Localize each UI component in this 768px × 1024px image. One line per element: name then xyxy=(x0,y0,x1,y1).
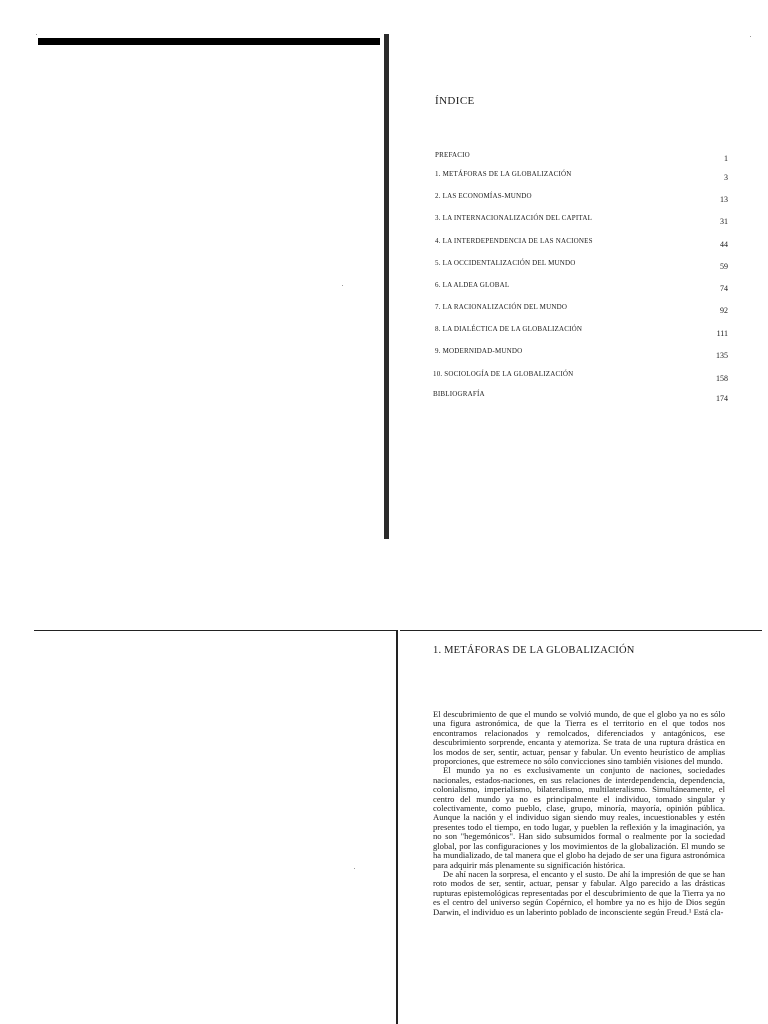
page-top-rule xyxy=(38,38,380,45)
index-entry xyxy=(398,259,728,271)
index-entry-page: 135 xyxy=(716,351,728,360)
index-entry-label: BIBLIOGRAFÍA xyxy=(433,390,485,398)
index-entry-label: 10. SOCIOLOGÍA DE LA GLOBALIZACIÓN xyxy=(433,370,574,378)
index-entry xyxy=(398,281,728,293)
index-entry-label: PREFACIO xyxy=(435,151,470,159)
chapter-paragraph-2: El mundo ya no es exclusivamente un conjunto de naciones, sociedades nacionales, estados-naciones, en sus relaciones de interdependencia, dependencia, colonialismo, imperialismo, bilateralismo, multilateralismo. Simultáneamente, el centro del mundo ya no es principalmente el individuo, tomado singular y colectivamente, como pueblo, clase, grupo, minoría, mayoría, opinión pública. Aunque la nación y el individuo sigan siendo muy reales, incuestionables y estén presentes todo el tiempo, en todo lugar, y pueblen la reflexión y la imaginación, ya no son "hegemónicos". Han sido subsumidos formal o realmente por la sociedad global, por las configuraciones y los movimientos de la globalización. El mundo se ha mundializado, de tal manera que el globo ha dejado de ser una figura astronómica para adquirir más plenamente su significación histórica. xyxy=(433,765,725,870)
index-title: ÍNDICE xyxy=(435,95,475,107)
index-entry xyxy=(398,347,728,359)
index-entry xyxy=(398,192,728,204)
index-entry-label: 9. MODERNIDAD-MUNDO xyxy=(435,347,523,355)
index-entry-page: 158 xyxy=(716,374,728,383)
chapter-paragraph-3: De ahí nacen la sorpresa, el encanto y el susto. De ahí la impresión de que se han roto modos de ser, sentir, actuar, pensar y fabular. Algo parecido a las drásticas rupturas epistemológicas representadas por el descubrimiento de que la Tierra ya no es el centro del universo según Copérnico, el hombre ya no es hijo de Dios según Darwin, el individuo es un laberinto poblado de inconsciente según Freud.¹ Está cla- xyxy=(433,868,725,917)
index-entry-page: 111 xyxy=(716,329,728,338)
index-entry xyxy=(398,390,728,402)
index-entry-label: 4. LA INTERDEPENDENCIA DE LAS NACIONES xyxy=(435,237,593,245)
index-entry-label: 6. LA ALDEA GLOBAL xyxy=(435,281,510,289)
page-top-rule-right xyxy=(400,630,762,631)
index-entry-page: 13 xyxy=(720,195,728,204)
scan-speck xyxy=(750,36,751,37)
index-entry-page: 92 xyxy=(720,306,728,315)
index-entry xyxy=(398,303,728,315)
index-entry-page: 74 xyxy=(720,284,728,293)
index-entry-page: 31 xyxy=(720,217,728,226)
index-page xyxy=(398,40,743,540)
chapter-page xyxy=(433,645,725,917)
index-entry-page: 59 xyxy=(720,262,728,271)
index-entry-label: 5. LA OCCIDENTALIZACIÓN DEL MUNDO xyxy=(435,259,576,267)
index-entry-label: 1. METÁFORAS DE LA GLOBALIZACIÓN xyxy=(435,170,572,178)
index-entry xyxy=(398,325,728,337)
index-entry xyxy=(398,170,728,182)
index-entry xyxy=(398,370,728,382)
index-entry-page: 44 xyxy=(720,240,728,249)
chapter-paragraph-1: El descubrimiento de que el mundo se volvió mundo, de que el globo ya no es sólo una figura astronómica, de que la Tierra es el territorio en el que todos nos encontramos relacionados y remolcados, diferenciados y antagónicos, ese descubrimiento sorprende, encanta y atemoriza. Se trata de una ruptura drástica en los modos de ser, sentir, actuar, pensar y fabular. Un evento heurístico de amplias proporciones, que estremece no sólo convicciones sino también visiones del mundo. xyxy=(433,709,725,767)
index-entry-label: 2. LAS ECONOMÍAS-MUNDO xyxy=(435,192,532,200)
index-entry xyxy=(398,214,728,226)
index-entry-page: 1 xyxy=(724,154,728,163)
index-entry xyxy=(398,237,728,249)
index-entry xyxy=(398,151,728,163)
index-entry-page: 174 xyxy=(716,394,728,403)
index-entry-label: 7. LA RACIONALIZACIÓN DEL MUNDO xyxy=(435,303,568,311)
page-top-rule-left xyxy=(34,630,396,631)
index-entry-label: 8. LA DIALÉCTICA DE LA GLOBALIZACIÓN xyxy=(435,325,583,333)
index-entry-label: 3. LA INTERNACIONALIZACIÓN DEL CAPITAL xyxy=(435,214,593,222)
book-spine-top xyxy=(384,34,389,539)
scan-speck xyxy=(354,868,355,869)
chapter-title: 1. METÁFORAS DE LA GLOBALIZACIÓN xyxy=(433,645,635,656)
scan-speck xyxy=(36,34,37,35)
index-entry-page: 3 xyxy=(724,173,728,182)
book-spine-bottom xyxy=(396,630,398,1024)
scan-speck xyxy=(342,285,343,286)
